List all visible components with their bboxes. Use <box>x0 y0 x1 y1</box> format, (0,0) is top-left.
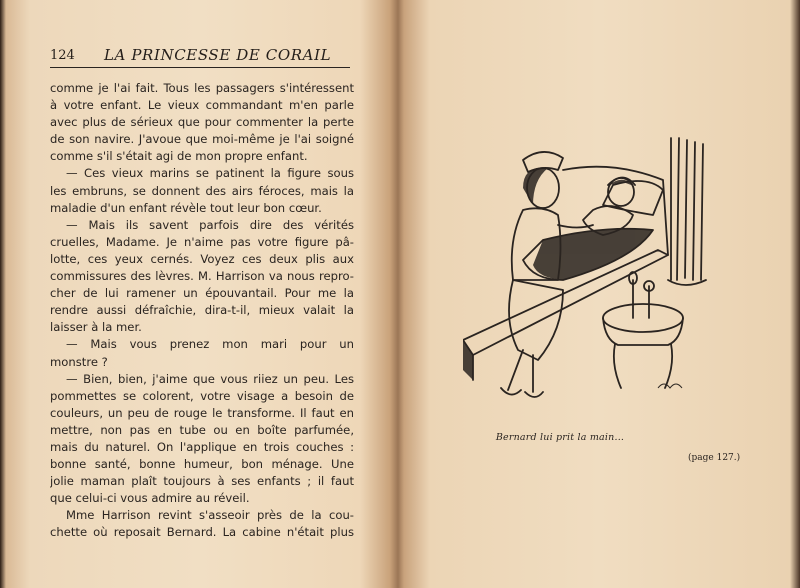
text-line: — Mais ils savent parfois dire des vérités <box>66 217 354 232</box>
text-line: couleurs, un peu de rouge le transforme. Il faut en <box>50 405 354 420</box>
text-line: pommettes se colorent, votre visage a besoin de <box>50 388 354 403</box>
text-line: laisser à la mer. <box>50 320 142 335</box>
illustration-nurse-and-boy <box>463 130 725 420</box>
text-line: commissures des lèvres. M. Harrison va nous repro- <box>50 269 354 284</box>
text-line: cher de lui ramener un épouvantail. Pour me la <box>50 286 354 301</box>
text-line: — Mais vous prenez mon mari pour un <box>66 337 354 352</box>
text-line: de son navire. J'avoue que moi-même je l'ai soigné <box>50 132 354 147</box>
text-line: à votre enfant. Le vieux commandant m'en parle <box>50 98 354 113</box>
text-line: rendre aussi défraîchie, dira-t-il, mieux valait la <box>50 303 354 318</box>
text-line: mettre, non pas en tube ou en boîte parfumée, <box>50 422 354 437</box>
page-number: 124 <box>50 48 75 63</box>
text-line: chette où reposait Bernard. La cabine n'était plus <box>50 525 354 540</box>
text-line: que celui-ci vous admire au réveil. <box>50 491 250 506</box>
page-reference: (page 127.) <box>688 453 741 463</box>
left-page <box>0 0 398 588</box>
illustration-caption: Bernard lui prit la main... <box>495 432 625 443</box>
text-line: les embruns, se donnent des airs féroces, mais la <box>50 183 354 198</box>
text-line: lotte, ces yeux cernés. Voyez ces deux plis aux <box>50 251 354 266</box>
text-line: jolie maman plaît toujours à ses enfants ; il faut <box>50 474 354 489</box>
text-line: comme s'il s'était agi de mon propre enfant. <box>50 149 308 164</box>
text-line: maladie d'un enfant révèle tout leur bon cœur. <box>50 200 322 215</box>
artist-signature <box>658 384 682 388</box>
text-line: mais du naturel. On l'applique en trois couches : <box>50 439 354 454</box>
body-text <box>50 80 354 542</box>
running-title: LA PRINCESSE DE CORAIL <box>104 46 332 64</box>
page-header <box>50 44 350 68</box>
text-line: Mme Harrison revint s'asseoir près de la cou- <box>66 508 354 523</box>
text-line: — Ces vieux marins se patinent la figure sous <box>66 166 354 181</box>
text-line: avec plus de sérieux que pour commenter la perte <box>50 115 354 130</box>
text-line: monstre ? <box>50 354 108 369</box>
text-line: comme je l'ai fait. Tous les passagers s'intéressent <box>50 81 354 95</box>
text-line: — Bien, bien, j'aime que vous riiez un peu. Les <box>66 371 354 386</box>
text-line: bonne santé, bonne humeur, bon ménage. Une <box>50 457 354 472</box>
text-line: cruelles, Madame. Je n'aime pas votre figure pâ- <box>50 234 354 249</box>
